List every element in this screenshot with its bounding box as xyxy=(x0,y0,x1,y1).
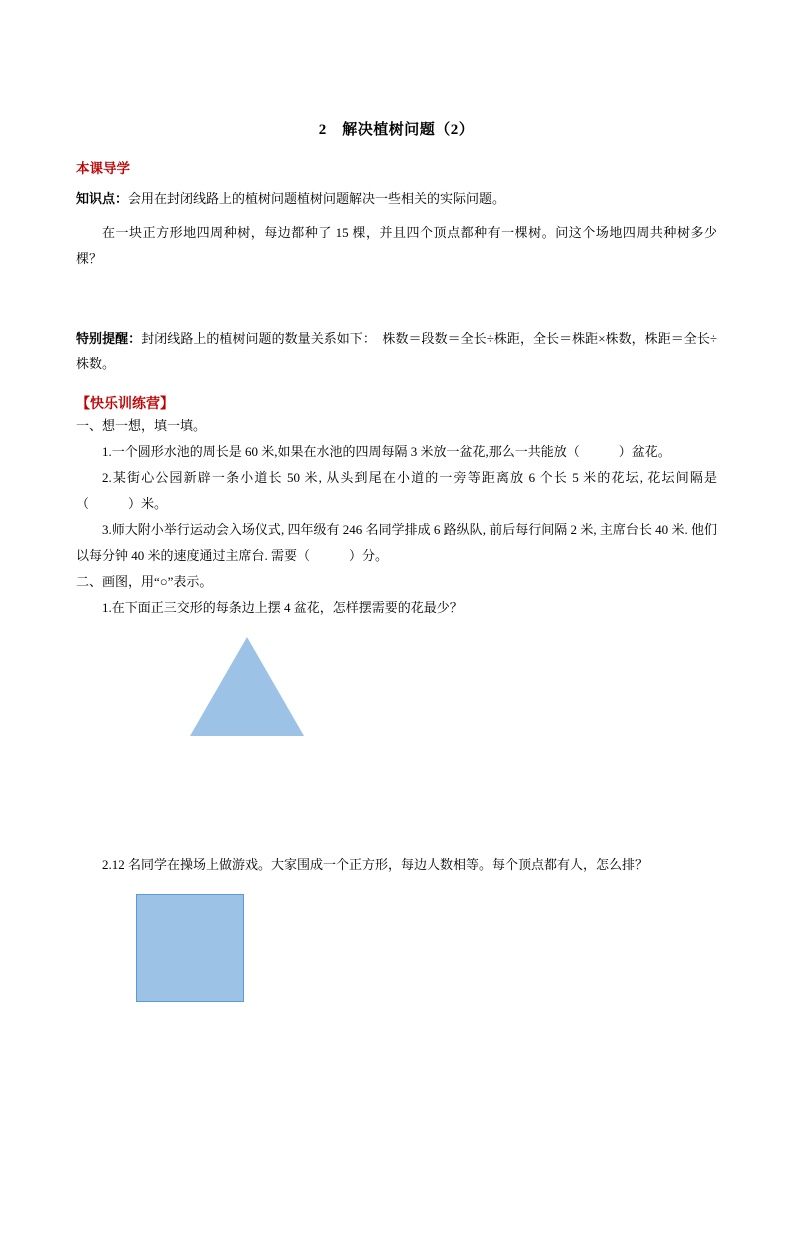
example-problem-text: 在一块正方形地四周种树，每边都种了 15 棵，并且四个顶点都种有一棵树。问这个场地四周共种树多少棵？ xyxy=(76,225,717,266)
knowledge-point-line xyxy=(76,186,717,211)
part-one-heading: 一、想一想，填一填。 xyxy=(76,417,207,433)
part-one-item-1: 1.一个圆形水池的周长是 60 米,如果在水池的四周每隔 3 米放一盆花,那么一共能放（ ）盆花。 xyxy=(102,443,671,459)
answer-space-example xyxy=(76,271,717,317)
triangle-shape xyxy=(190,637,304,736)
part-two-heading: 二、画图，用“○”表示。 xyxy=(76,573,213,589)
square-figure-area xyxy=(76,894,717,1024)
part-two-item-2: 2.12 名同学在操场上做游戏。大家围成一个正方形，每边人数相等。每个顶点都有人，怎么排？ xyxy=(102,856,649,872)
page-title: 2 解决植树问题（2） xyxy=(318,122,475,138)
triangle-figure-area xyxy=(76,637,717,757)
part-one-item-2: 2.某街心公园新辟一条小道长 50 米, 从头到尾在小道的一旁等距离放 6 个长 5 米的花坛, 花坛间隔是（ ）米。 xyxy=(76,469,717,511)
tip-text: 封闭线路上的植树问题的数量关系如下： 株数＝段数＝全长÷株距，全长＝株距×株数，株距＝全长÷株数。 xyxy=(76,331,717,372)
knowledge-point-label: 知识点： xyxy=(76,191,129,206)
answer-space-part-two-1 xyxy=(76,757,717,852)
knowledge-point-text: 会用在封闭线路上的植树问题植树问题解决一些相关的实际问题。 xyxy=(128,191,506,206)
guide-heading: 本课导学 xyxy=(76,161,130,176)
tip-line xyxy=(76,326,717,377)
training-heading: 【快乐训练营】 xyxy=(76,396,174,412)
square-shape xyxy=(136,894,244,1002)
worksheet-page xyxy=(0,118,793,1240)
part-two-item-1: 1.在下面正三交形的每条边上摆 4 盆花，怎样摆需要的花最少？ xyxy=(102,599,463,615)
tip-label: 特别提醒： xyxy=(76,331,142,347)
part-one-item-3: 3.师大附小举行运动会入场仪式, 四年级有 246 名同学排成 6 路纵队, 前后每行间隔 2 米, 主席台长 40 米. 他们以每分钟 40 米的速度通过主席台. 需要（ ）分。 xyxy=(76,521,717,563)
